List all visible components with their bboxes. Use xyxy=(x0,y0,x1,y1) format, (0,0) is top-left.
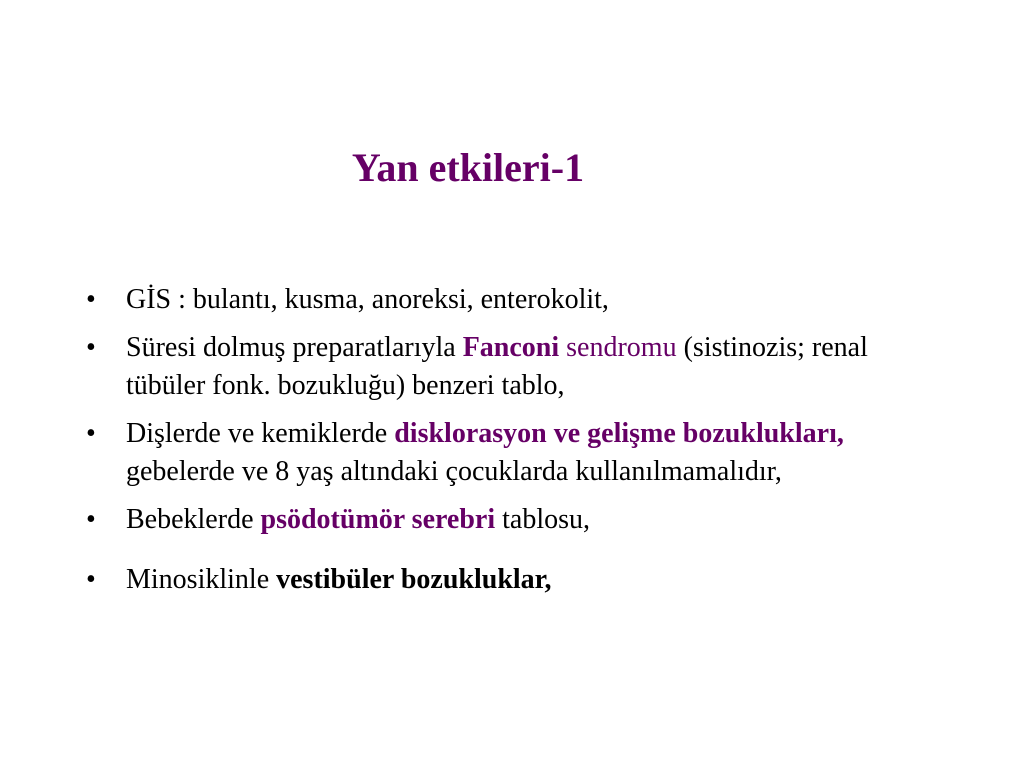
bullet-item-fanconi xyxy=(86,329,916,405)
bullet-text-continued: (sistinozis; renal tübüler fonk. bozukluğu) benzeri tablo, xyxy=(126,332,868,401)
bullet-marker: • xyxy=(86,504,96,535)
bullet-item-infants xyxy=(86,501,916,539)
bullet-text-continued: tablosu, xyxy=(495,504,591,535)
bullet-item-minocycline xyxy=(86,561,916,599)
bullet-text: Minosiklinle xyxy=(126,564,277,595)
bullet-text: Dişlerde ve kemiklerde xyxy=(126,418,395,449)
bullet-text-continued: gebelerde ve 8 yaş altındaki çocuklarda kullanılmamalıdır, xyxy=(126,456,782,487)
bullet-marker: • xyxy=(86,284,96,315)
bullet-text: Süresi dolmuş preparatlarıyla xyxy=(126,332,463,363)
bullet-text: GİS : bulantı, kusma, anoreksi, enterokolit, xyxy=(126,284,609,315)
bullet-marker: • xyxy=(86,418,96,449)
bullet-marker: • xyxy=(86,332,96,363)
highlight-psodotumor: psödotümör serebri xyxy=(260,504,496,535)
highlight-fanconi: Fanconi xyxy=(462,332,560,363)
bullet-item-gis xyxy=(86,281,916,319)
slide-title: Yan etkileri-1 xyxy=(351,145,585,190)
bullet-item-teeth-bones xyxy=(86,415,916,491)
highlight-vestibuler: vestibüler bozukluklar, xyxy=(276,564,552,595)
bullet-marker: • xyxy=(86,564,96,595)
bullet-text: Bebeklerde xyxy=(126,504,261,535)
highlight-disklorasyon: disklorasyon ve gelişme bozuklukları, xyxy=(394,418,844,449)
bullet-list xyxy=(86,281,916,609)
highlight-sendromu: sendromu xyxy=(559,332,677,363)
